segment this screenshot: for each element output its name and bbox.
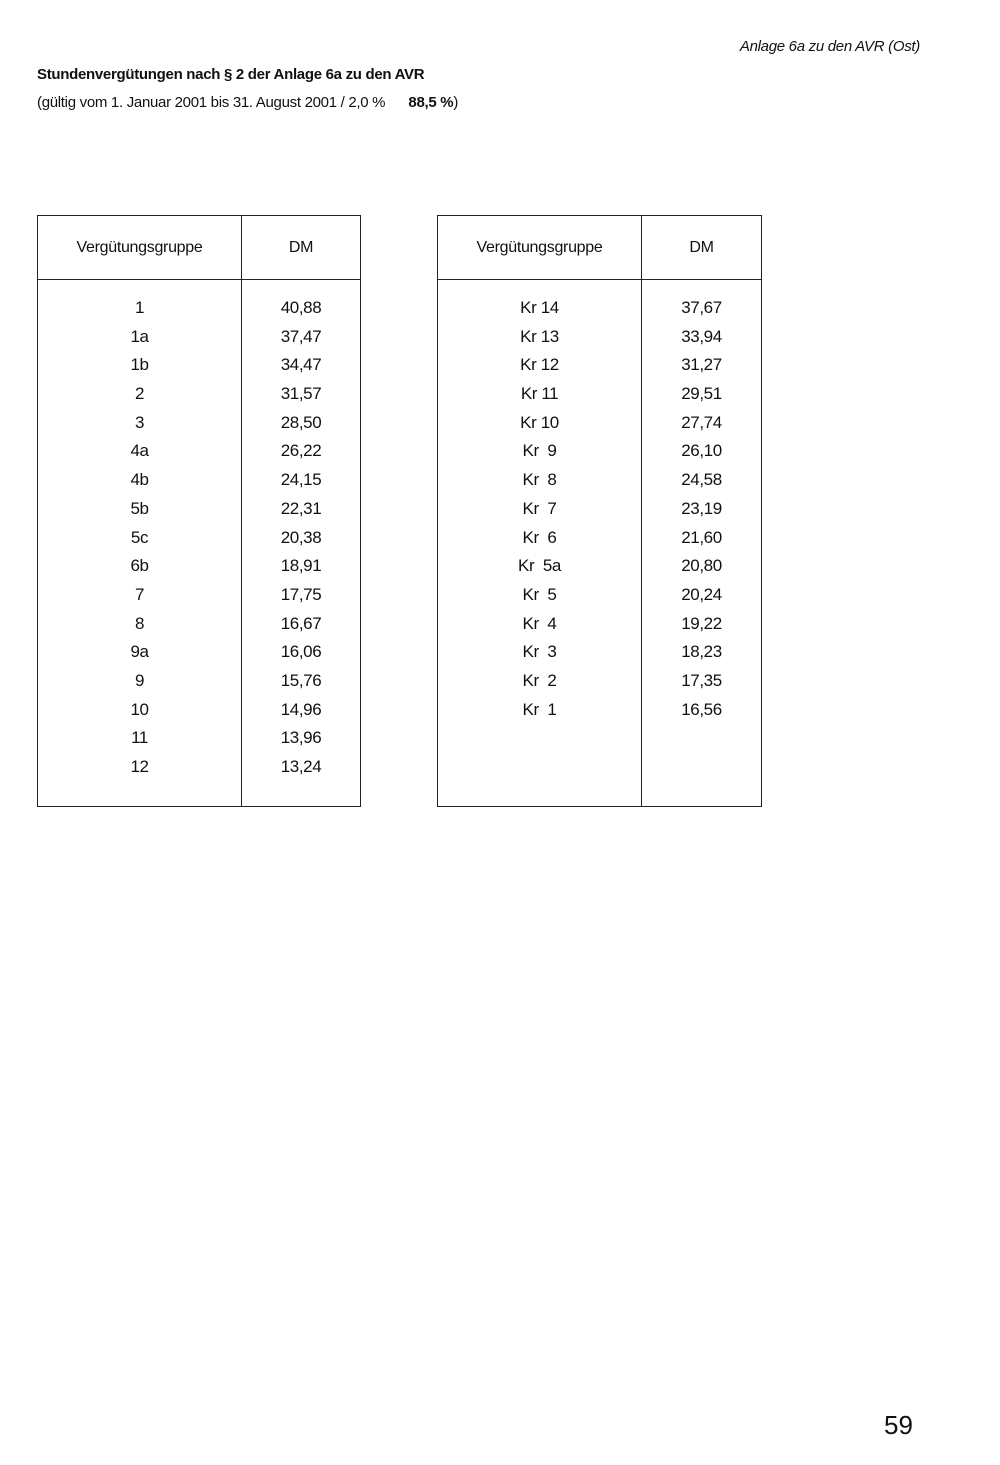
amount-cell: 21,60 (681, 527, 722, 547)
amount-cell: 34,47 (280, 355, 322, 375)
subtitle-percentage: 88,5 % (408, 94, 454, 111)
amount-cell: 29,51 (681, 384, 722, 404)
header-reference: Anlage 6a zu den AVR (Ost) (739, 38, 920, 55)
group-cell: 3 (134, 412, 145, 432)
group-cells (38, 280, 241, 782)
amount-cell: 20,80 (681, 556, 722, 576)
pay-table-general (37, 215, 361, 807)
group-cell: 4b (130, 470, 149, 490)
amount-cell: 40,88 (280, 298, 322, 317)
amount-cells (242, 280, 360, 782)
amount-cell: 13,24 (280, 757, 322, 776)
group-cell: 2 (134, 384, 145, 404)
group-cell: 1 (134, 298, 145, 317)
group-column-header: Vergütungsgruppe (38, 216, 241, 280)
group-cell: Kr 5a (518, 556, 561, 576)
amount-cell: 20,24 (681, 584, 722, 604)
amount-cell: 24,58 (681, 470, 722, 490)
group-cell: 5b (130, 498, 149, 518)
validity-subtitle (37, 94, 458, 111)
group-cell: Kr 9 (522, 441, 557, 461)
group-cell: 9a (130, 642, 149, 662)
group-cell: Kr 10 (520, 412, 559, 432)
group-cell: Kr 5 (522, 584, 557, 604)
amount-cell: 37,47 (280, 326, 322, 346)
group-cell: 5c (130, 527, 149, 547)
group-cell: 9 (134, 670, 145, 690)
group-column (38, 216, 242, 806)
group-cell: Kr 11 (520, 384, 559, 404)
group-cell: 1a (130, 326, 149, 346)
amount-cell: 16,67 (280, 613, 322, 633)
group-cell: Kr 1 (522, 699, 557, 719)
amount-cell: 19,22 (681, 613, 722, 633)
amount-column-header: DM (242, 216, 360, 280)
amount-cell: 27,74 (681, 412, 722, 432)
amount-cell: 13,96 (280, 728, 322, 748)
amount-cell: 28,50 (280, 412, 322, 432)
group-cell: Kr 2 (522, 670, 557, 690)
group-cell: Kr 8 (522, 470, 557, 490)
subtitle-suffix: ) (453, 94, 459, 111)
amount-cell: 26,10 (681, 441, 722, 461)
group-cell: Kr 4 (522, 613, 557, 633)
group-column-header: Vergütungsgruppe (438, 216, 641, 280)
amount-cell: 20,38 (280, 527, 322, 547)
amount-column (242, 216, 360, 806)
group-cell: Kr 6 (522, 527, 557, 547)
group-cell: 12 (130, 757, 149, 776)
group-cell: Kr 14 (520, 298, 559, 317)
amount-cell: 18,91 (280, 556, 322, 576)
group-cell: 1b (130, 355, 149, 375)
group-cell: Kr 12 (520, 355, 559, 375)
group-column (438, 216, 642, 806)
group-cells (438, 280, 641, 724)
group-cell: Kr 7 (522, 498, 557, 518)
amount-cell: 33,94 (681, 326, 722, 346)
amount-cell: 24,15 (280, 470, 322, 490)
amount-cell: 31,57 (280, 384, 322, 404)
amount-cell: 16,06 (280, 642, 322, 662)
group-cell: Kr 13 (520, 326, 559, 346)
group-cell: 6b (130, 556, 149, 576)
subtitle-prefix: (gültig vom 1. Januar 2001 bis 31. August 2001 / 2,0 % (37, 94, 386, 111)
group-cell: 10 (130, 699, 149, 719)
amount-column-header: DM (642, 216, 761, 280)
amount-cell: 17,35 (681, 670, 722, 690)
group-cell: 7 (134, 584, 145, 604)
group-cell: 11 (131, 728, 148, 748)
amount-cell: 18,23 (681, 642, 722, 662)
amount-cell: 23,19 (681, 498, 722, 518)
amount-cell: 26,22 (280, 441, 322, 461)
amount-cell: 22,31 (280, 498, 322, 518)
group-cell: Kr 3 (522, 642, 557, 662)
amount-cell: 17,75 (280, 584, 322, 604)
amount-cell: 37,67 (681, 298, 722, 317)
amount-cell: 16,56 (681, 699, 722, 719)
pay-table-nursing (437, 215, 762, 807)
group-cell: 4a (130, 441, 149, 461)
amount-cell: 14,96 (280, 699, 322, 719)
amount-cell: 15,76 (280, 670, 322, 690)
document-title: Stundenvergütungen nach § 2 der Anlage 6a zu den AVR (37, 66, 425, 83)
group-cell: 8 (134, 613, 145, 633)
page-number: 59 (884, 1410, 913, 1440)
amount-column (642, 216, 761, 806)
amount-cells (642, 280, 761, 724)
amount-cell: 31,27 (681, 355, 722, 375)
